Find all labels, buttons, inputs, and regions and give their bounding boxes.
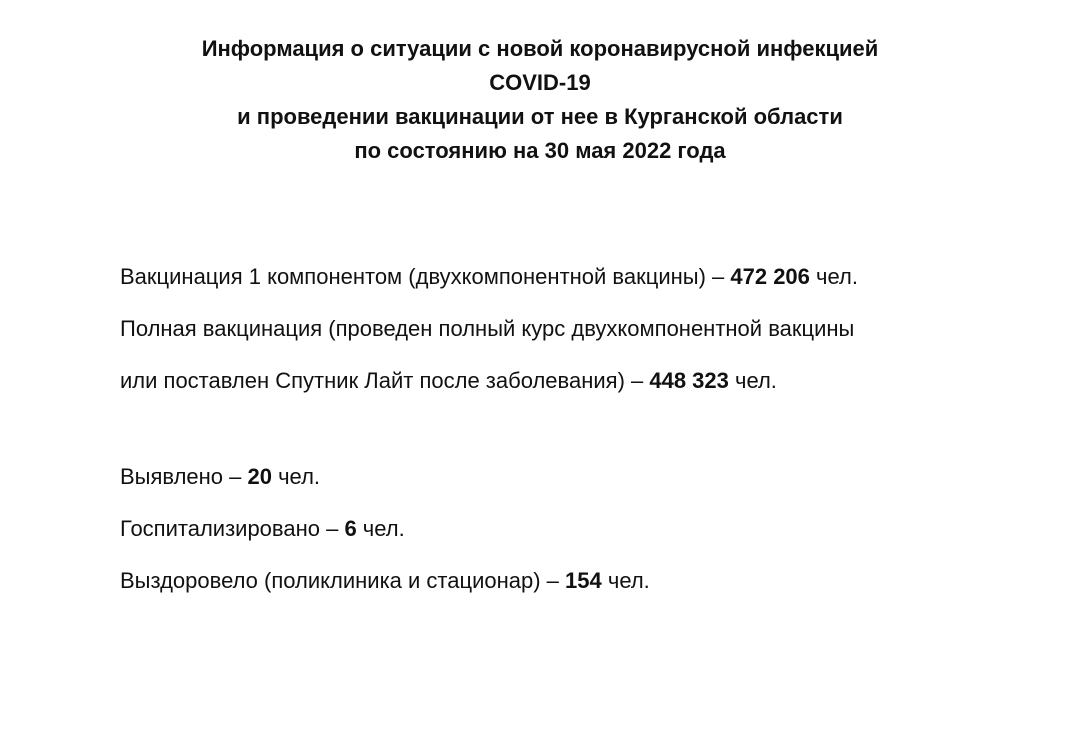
recovered-value: 154 [565, 568, 602, 593]
first-component-value: 472 206 [730, 264, 810, 289]
full-vaccination-label-1: Полная вакцинация (проведен полный курс двухкомпонентной вакцины [120, 316, 855, 341]
document-title [0, 32, 1080, 168]
first-component-unit: чел. [809, 264, 858, 289]
hospitalized-line [120, 503, 980, 555]
title-line-4: по состоянию на 30 мая 2022 года [354, 138, 726, 163]
title-line-3: и проведении вакцинации от нее в Курганской области [237, 104, 843, 129]
vaccination-section [120, 251, 980, 407]
full-vaccination-label-2: или поставлен Спутник Лайт после заболевания) – [120, 368, 650, 393]
recovered-unit: чел. [601, 568, 650, 593]
recovered-label: Выздоровело (поликлиника и стационар) – [120, 568, 566, 593]
hospitalized-label: Госпитализировано – [120, 516, 345, 541]
detected-line [120, 451, 980, 503]
full-vaccination-value: 448 323 [649, 368, 729, 393]
hospitalized-value: 6 [344, 516, 357, 541]
title-line-1: Информация о ситуации с новой коронавирусной инфекцией [201, 36, 879, 61]
full-vaccination-line-1 [120, 303, 980, 355]
detected-value: 20 [247, 464, 272, 489]
hospitalized-unit: чел. [356, 516, 405, 541]
detected-label: Выявлено – [120, 464, 248, 489]
first-component-label: Вакцинация 1 компонентом (двухкомпонентной вакцины) – [120, 264, 731, 289]
full-vaccination-unit: чел. [728, 368, 777, 393]
full-vaccination-line-2 [120, 355, 980, 407]
detected-unit: чел. [271, 464, 321, 489]
title-line-2: COVID-19 [489, 70, 591, 95]
covid-stats-section [120, 451, 980, 607]
recovered-line [120, 555, 980, 607]
first-component-line [120, 251, 980, 303]
